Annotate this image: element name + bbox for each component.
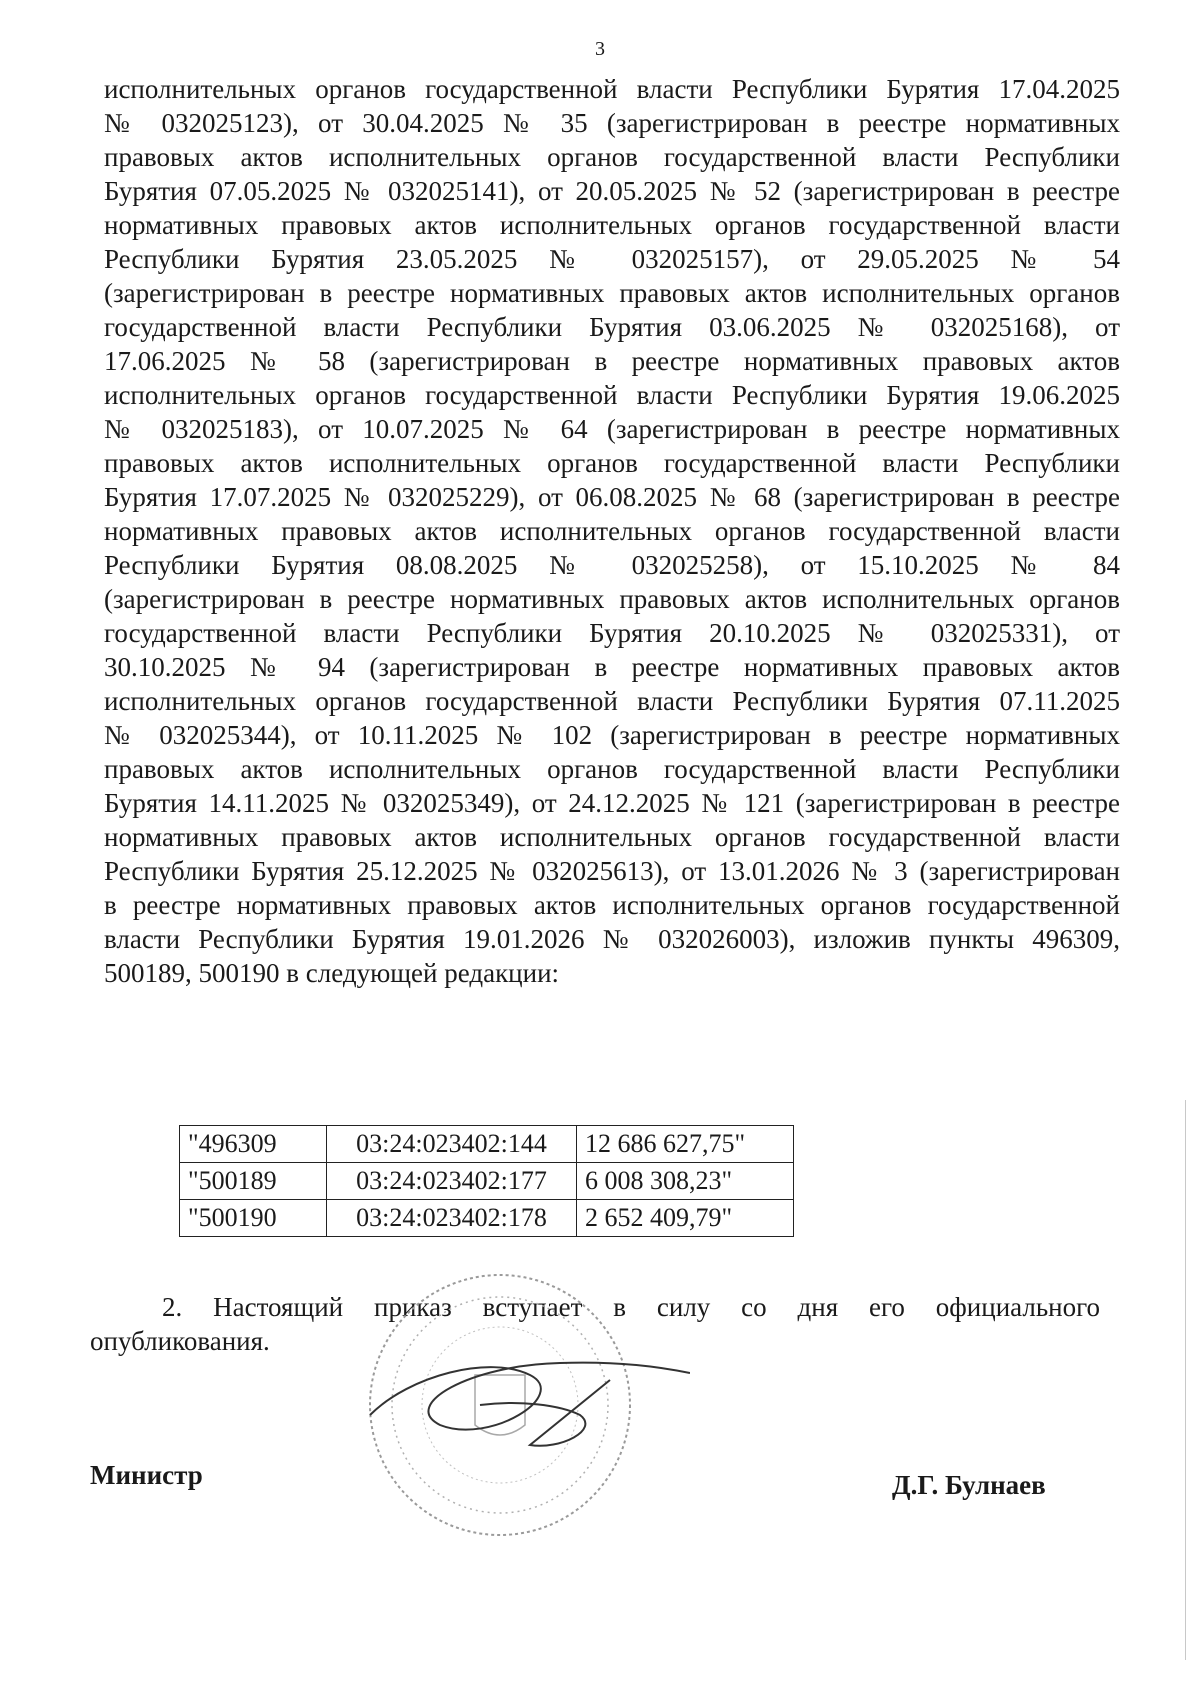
body-line: 17.06.2025 № 58 (зарегистрирован в реестре нормативных правовых актов [104, 346, 1120, 376]
cadastral-value-cell: 2 652 409,79" [577, 1200, 794, 1237]
body-text [104, 72, 1120, 990]
body-line: Бурятия 07.05.2025 № 032025141), от 20.05.2025 № 52 (зарегистрирован в реестре [104, 176, 1120, 206]
body-line: государственной власти Республики Бурятия 03.06.2025 № 032025168), от [104, 312, 1120, 342]
body-line: нормативных правовых актов исполнительных органов государственной власти [104, 210, 1120, 240]
body-line: Бурятия 17.07.2025 № 032025229), от 06.08.2025 № 68 (зарегистрирован в реестре [104, 482, 1120, 512]
signer-name: Д.Г. Булнаев [892, 1470, 1046, 1500]
body-line: 500189, 500190 в следующей редакции: [104, 958, 560, 988]
body-line: Республики Бурятия 08.08.2025 № 032025258), от 15.10.2025 № 84 [104, 550, 1120, 580]
signature-title: Министр [90, 1460, 203, 1490]
cadastral-value-cell: 12 686 627,75" [577, 1126, 794, 1163]
body-line: (зарегистрирован в реестре нормативных правовых актов исполнительных органов [104, 584, 1120, 614]
body-line: исполнительных органов государственной власти Республики Бурятия 07.11.2025 [104, 686, 1120, 716]
body-line: исполнительных органов государственной власти Республики Бурятия 17.04.2025 [104, 74, 1120, 104]
cadastral-number-cell: 03:24:023402:177 [327, 1163, 577, 1200]
paragraph-2-line-2: опубликования. [90, 1326, 270, 1356]
valuation-table [179, 1125, 794, 1237]
body-line: в реестре нормативных правовых актов исполнительных органов государственной [104, 890, 1120, 920]
body-line: № 032025123), от 30.04.2025 № 35 (зарегистрирован в реестре нормативных [104, 108, 1120, 138]
cadastral-value-cell: 6 008 308,23" [577, 1163, 794, 1200]
body-line: государственной власти Республики Бурятия 20.10.2025 № 032025331), от [104, 618, 1120, 648]
body-line: № 032025183), от 10.07.2025 № 64 (зарегистрирован в реестре нормативных [104, 414, 1120, 444]
table-row [180, 1200, 794, 1237]
body-line: 30.10.2025 № 94 (зарегистрирован в реестре нормативных правовых актов [104, 652, 1120, 682]
body-line: Республики Бурятия 25.12.2025 № 032025613), от 13.01.2026 № 3 (зарегистрирован [104, 856, 1120, 886]
body-line: правовых актов исполнительных органов государственной власти Республики [104, 754, 1120, 784]
cadastral-number-cell: 03:24:023402:144 [327, 1126, 577, 1163]
cadastral-number-cell: 03:24:023402:178 [327, 1200, 577, 1237]
row-id-cell: "496309 [180, 1126, 327, 1163]
body-line: власти Республики Бурятия 19.01.2026 № 032026003), изложив пункты 496309, [104, 924, 1120, 954]
page-number: 3 [595, 38, 605, 60]
paragraph-2-line-1: 2. Настоящий приказ вступает в силу со дня его официального [162, 1292, 1100, 1322]
table-row [180, 1126, 794, 1163]
row-id-cell: "500189 [180, 1163, 327, 1200]
body-line: № 032025344), от 10.11.2025 № 102 (зарегистрирован в реестре нормативных [104, 720, 1120, 750]
body-line: (зарегистрирован в реестре нормативных правовых актов исполнительных органов [104, 278, 1120, 308]
row-id-cell: "500190 [180, 1200, 327, 1237]
body-line: нормативных правовых актов исполнительных органов государственной власти [104, 516, 1120, 546]
body-line: исполнительных органов государственной власти Республики Бурятия 19.06.2025 [104, 380, 1120, 410]
body-line: правовых актов исполнительных органов государственной власти Республики [104, 142, 1120, 172]
body-line: нормативных правовых актов исполнительных органов государственной власти [104, 822, 1120, 852]
scan-edge-line [1185, 1100, 1186, 1660]
official-seal-stamp [330, 1255, 690, 1555]
body-line: Бурятия 14.11.2025 № 032025349), от 24.12.2025 № 121 (зарегистрирован в реестре [104, 788, 1120, 818]
body-line: правовых актов исполнительных органов государственной власти Республики [104, 448, 1120, 478]
table-row [180, 1163, 794, 1200]
body-line: Республики Бурятия 23.05.2025 № 032025157), от 29.05.2025 № 54 [104, 244, 1120, 274]
